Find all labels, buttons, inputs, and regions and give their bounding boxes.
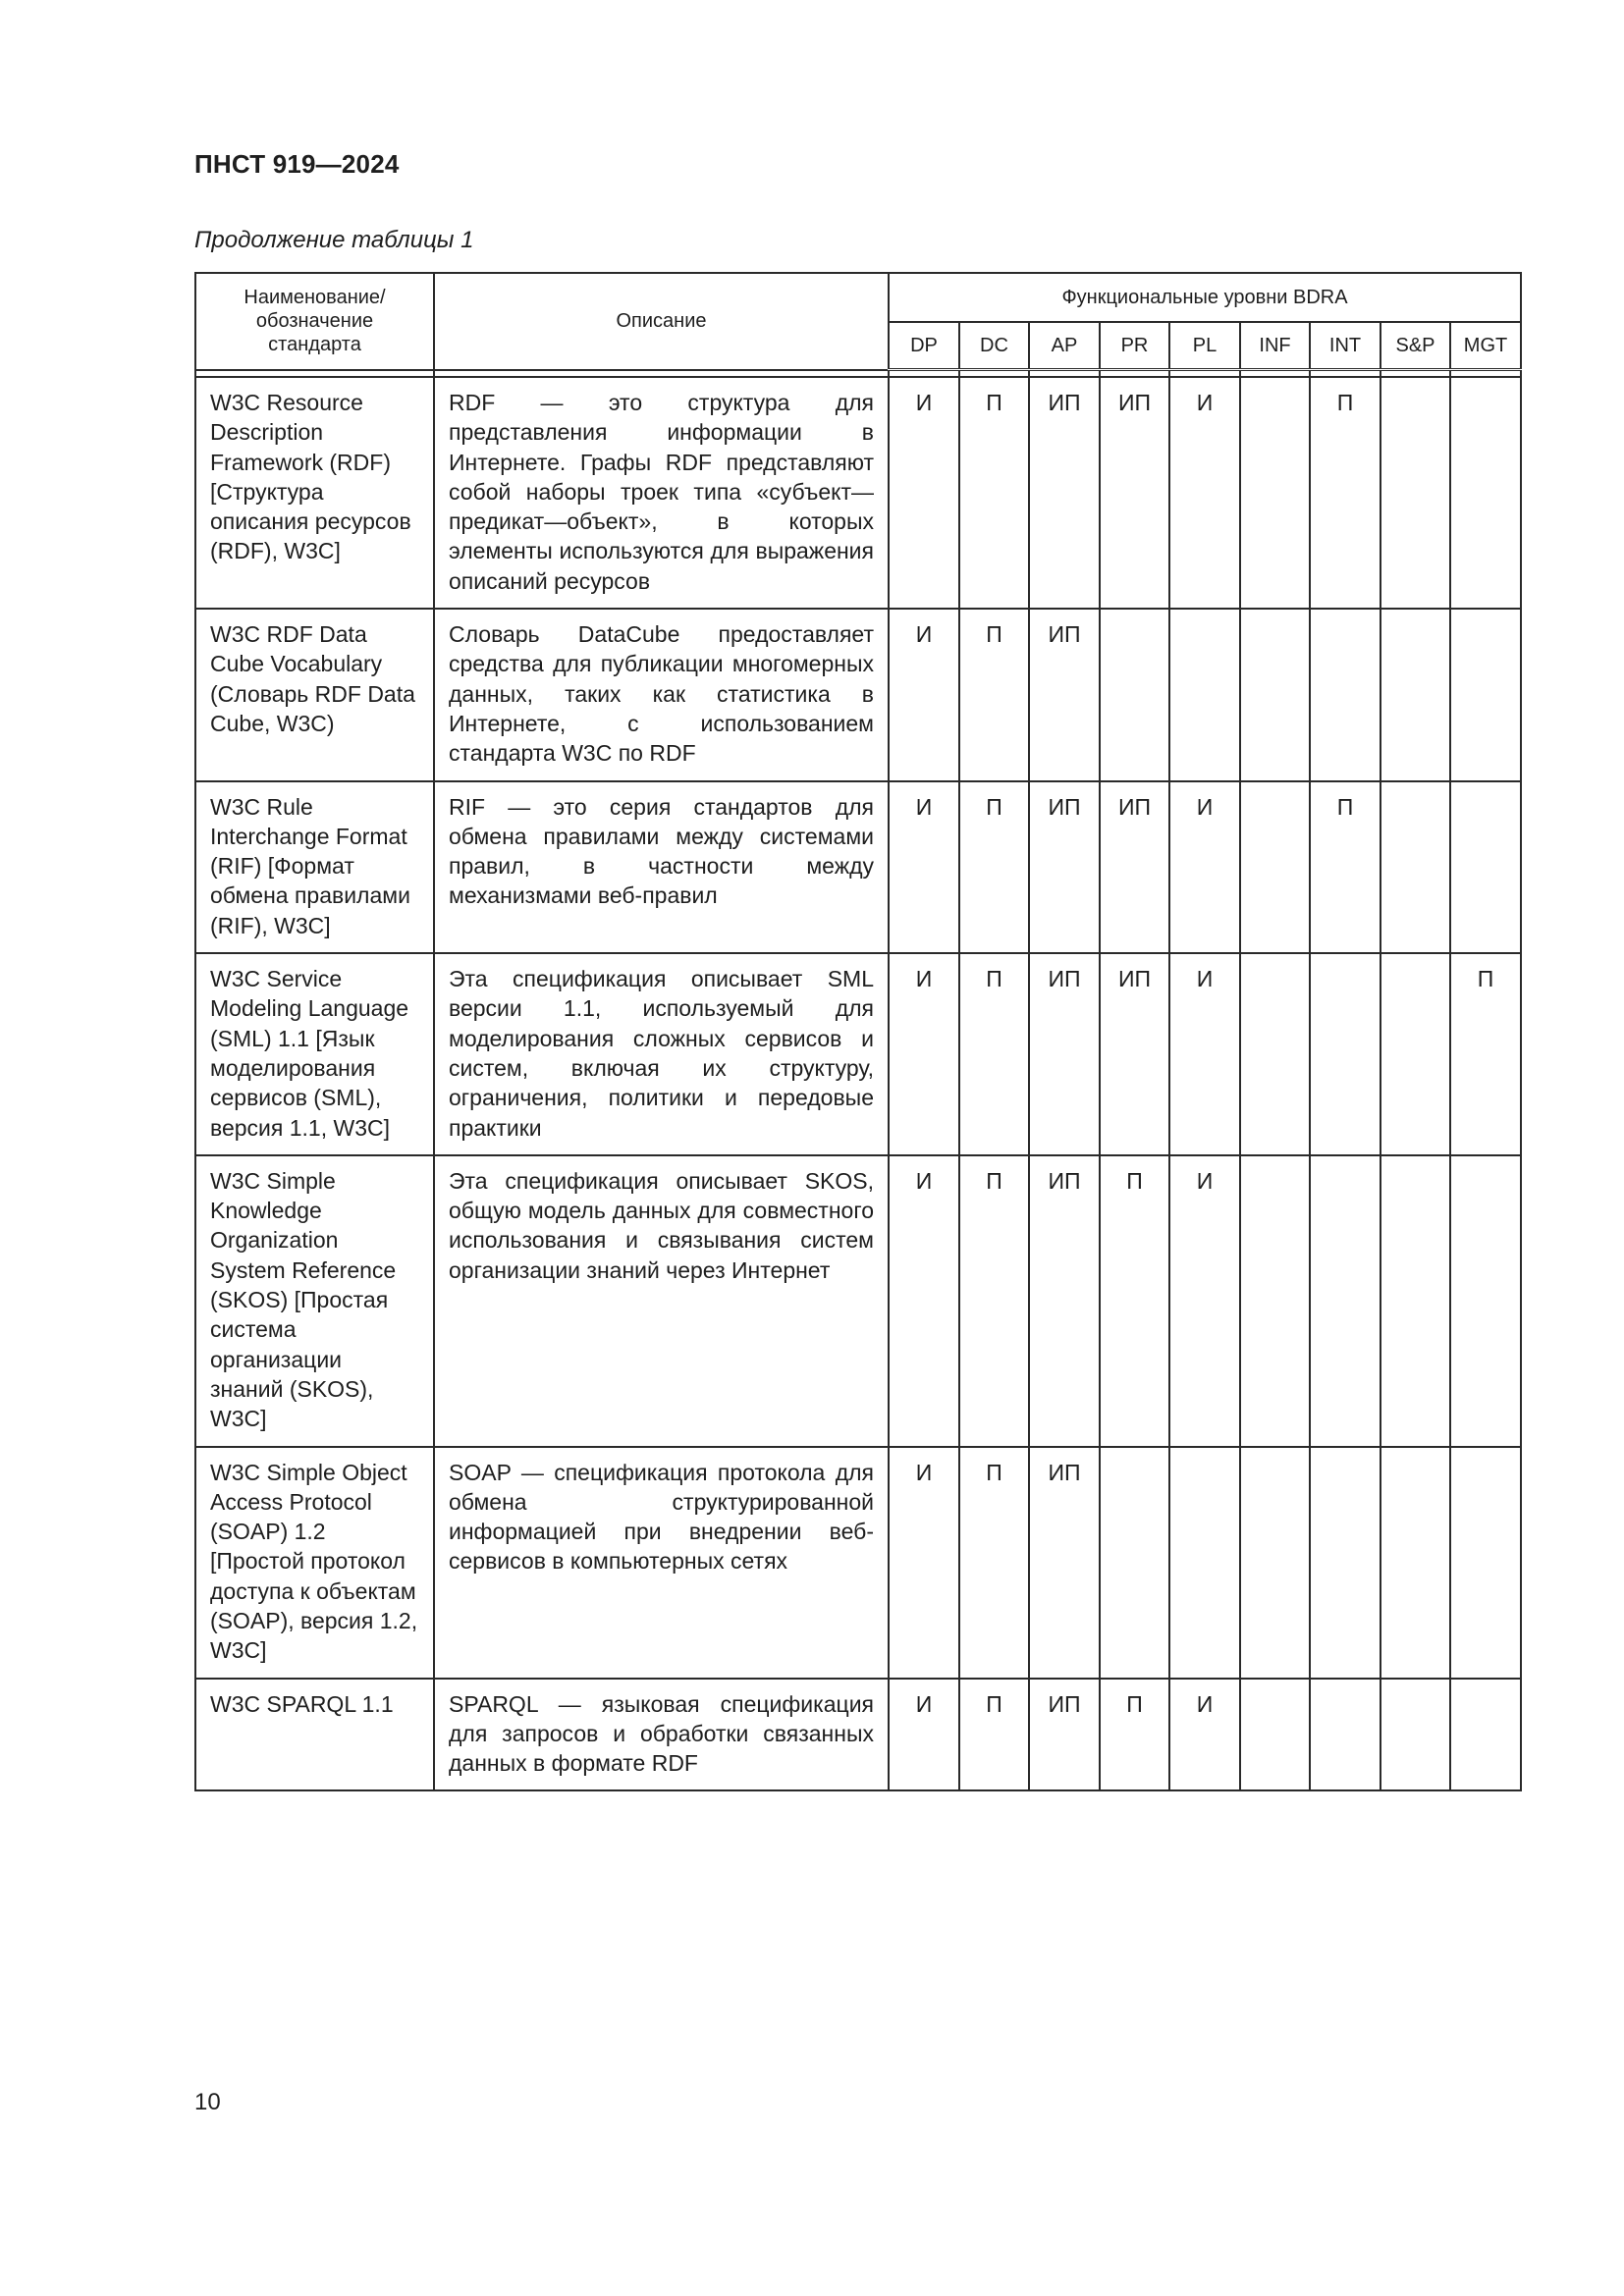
level-cell-pr: П bbox=[1100, 1155, 1169, 1447]
standard-description: RIF — это серия стандартов для обмена правилами между системами правил, в частности между механизмами веб-правил bbox=[434, 781, 889, 953]
level-cell-mgt bbox=[1450, 1155, 1521, 1447]
level-cell-dc: П bbox=[959, 609, 1029, 780]
standard-name: W3C SPARQL 1.1 bbox=[195, 1679, 434, 1791]
standard-name: W3C Simple Knowledge Organization System Reference (SKOS) [Простая система организации знаний (SKOS), W3C] bbox=[195, 1155, 434, 1447]
level-header-int: INT bbox=[1310, 322, 1380, 370]
level-header-pr: PR bbox=[1100, 322, 1169, 370]
level-cell-sp bbox=[1380, 953, 1450, 1155]
level-cell-dp: И bbox=[889, 953, 959, 1155]
level-cell-int bbox=[1310, 609, 1380, 780]
level-cell-dc: П bbox=[959, 781, 1029, 953]
level-cell-int bbox=[1310, 1447, 1380, 1679]
table-row bbox=[195, 609, 1521, 780]
page-number: 10 bbox=[194, 2089, 221, 2115]
level-cell-pl bbox=[1169, 1447, 1240, 1679]
standard-description: Эта спецификация описывает SKOS, общую модель данных для совместного использования и связывания систем организации знаний через Интернет bbox=[434, 1155, 889, 1447]
level-cell-int bbox=[1310, 1155, 1380, 1447]
table-row bbox=[195, 1679, 1521, 1791]
level-cell-dp: И bbox=[889, 781, 959, 953]
table-row bbox=[195, 1447, 1521, 1679]
table-body bbox=[195, 370, 1521, 1791]
level-cell-mgt: П bbox=[1450, 953, 1521, 1155]
level-cell-int bbox=[1310, 1679, 1380, 1791]
level-cell-pr bbox=[1100, 609, 1169, 780]
level-cell-dp: И bbox=[889, 1679, 959, 1791]
level-cell-sp bbox=[1380, 1679, 1450, 1791]
level-cell-inf bbox=[1240, 377, 1310, 609]
level-cell-mgt bbox=[1450, 377, 1521, 609]
table-row bbox=[195, 781, 1521, 953]
level-cell-mgt bbox=[1450, 1447, 1521, 1679]
level-cell-dp: И bbox=[889, 377, 959, 609]
standard-name: W3C Rule Interchange Format (RIF) [Формат обмена правилами (RIF), W3C] bbox=[195, 781, 434, 953]
level-header-pl: PL bbox=[1169, 322, 1240, 370]
standard-description: RDF — это структура для представления информации в Интернете. Графы RDF представляют собой наборы троек типа «субъект—предикат—объект», в которых элементы используются для выражения описаний ресурсов bbox=[434, 377, 889, 609]
col-header-description: Описание bbox=[434, 273, 889, 370]
level-cell-dp: И bbox=[889, 1155, 959, 1447]
level-cell-ap: ИП bbox=[1029, 1155, 1100, 1447]
level-header-ap: AP bbox=[1029, 322, 1100, 370]
standard-name: W3C Resource Description Framework (RDF) [Структура описания ресурсов (RDF), W3C] bbox=[195, 377, 434, 609]
level-cell-mgt bbox=[1450, 781, 1521, 953]
level-cell-pr bbox=[1100, 1447, 1169, 1679]
level-cell-dc: П bbox=[959, 1679, 1029, 1791]
level-cell-inf bbox=[1240, 953, 1310, 1155]
standards-table bbox=[194, 272, 1522, 1791]
standard-name: W3C RDF Data Cube Vocabulary (Словарь RDF Data Cube, W3C) bbox=[195, 609, 434, 780]
table-row bbox=[195, 953, 1521, 1155]
level-cell-sp bbox=[1380, 609, 1450, 780]
standard-description: SOAP — спецификация протокола для обмена структурированной информацией при внедрении веб-сервисов в компьютерных сетях bbox=[434, 1447, 889, 1679]
level-cell-pr: ИП bbox=[1100, 953, 1169, 1155]
level-cell-inf bbox=[1240, 609, 1310, 780]
level-cell-pr: ИП bbox=[1100, 781, 1169, 953]
standard-description: Словарь DataCube предоставляет средства для публикации многомерных данных, таких как статистика в Интернете, с использованием стандарта W3C по RDF bbox=[434, 609, 889, 780]
level-cell-dp: И bbox=[889, 1447, 959, 1679]
level-cell-dc: П bbox=[959, 953, 1029, 1155]
level-header-inf: INF bbox=[1240, 322, 1310, 370]
level-cell-pl bbox=[1169, 609, 1240, 780]
level-cell-pl: И bbox=[1169, 1155, 1240, 1447]
standard-name: W3C Service Modeling Language (SML) 1.1 [Язык моделирования сервисов (SML), версия 1.1, W3C] bbox=[195, 953, 434, 1155]
level-cell-int: П bbox=[1310, 781, 1380, 953]
level-cell-pl: И bbox=[1169, 781, 1240, 953]
level-header-mgt: MGT bbox=[1450, 322, 1521, 370]
level-cell-ap: ИП bbox=[1029, 1679, 1100, 1791]
header-separator bbox=[195, 370, 1521, 378]
level-cell-sp bbox=[1380, 1155, 1450, 1447]
standard-description: Эта спецификация описывает SML версии 1.1, используемый для моделирования сложных сервисов и систем, включая их структуру, ограничения, политики и передовые практики bbox=[434, 953, 889, 1155]
level-cell-dc: П bbox=[959, 1155, 1029, 1447]
standard-name: W3C Simple Object Access Protocol (SOAP) 1.2 [Простой протокол доступа к объектам (SOAP), версия 1.2, W3C] bbox=[195, 1447, 434, 1679]
table-row bbox=[195, 377, 1521, 609]
level-cell-sp bbox=[1380, 377, 1450, 609]
level-cell-ap: ИП bbox=[1029, 781, 1100, 953]
standard-description: SPARQL — языковая спецификация для запросов и обработки связанных данных в формате RDF bbox=[434, 1679, 889, 1791]
level-cell-pl: И bbox=[1169, 1679, 1240, 1791]
col-header-name: Наименование/ обозначение стандарта bbox=[195, 273, 434, 370]
level-cell-ap: ИП bbox=[1029, 953, 1100, 1155]
table-caption: Продолжение таблицы 1 bbox=[194, 227, 474, 253]
level-cell-ap: ИП bbox=[1029, 609, 1100, 780]
level-cell-sp bbox=[1380, 1447, 1450, 1679]
level-cell-int: П bbox=[1310, 377, 1380, 609]
level-header-sp: S&P bbox=[1380, 322, 1450, 370]
level-cell-sp bbox=[1380, 781, 1450, 953]
level-cell-dc: П bbox=[959, 377, 1029, 609]
document-code: ПНСТ 919—2024 bbox=[194, 149, 400, 179]
level-cell-pr: П bbox=[1100, 1679, 1169, 1791]
level-header-dc: DC bbox=[959, 322, 1029, 370]
level-cell-inf bbox=[1240, 781, 1310, 953]
level-cell-dc: П bbox=[959, 1447, 1029, 1679]
table-row bbox=[195, 1155, 1521, 1447]
level-cell-ap: ИП bbox=[1029, 377, 1100, 609]
level-cell-inf bbox=[1240, 1155, 1310, 1447]
level-cell-inf bbox=[1240, 1447, 1310, 1679]
level-cell-mgt bbox=[1450, 609, 1521, 780]
level-cell-mgt bbox=[1450, 1679, 1521, 1791]
level-cell-pr: ИП bbox=[1100, 377, 1169, 609]
level-cell-inf bbox=[1240, 1679, 1310, 1791]
level-cell-int bbox=[1310, 953, 1380, 1155]
level-cell-dp: И bbox=[889, 609, 959, 780]
table-header-row bbox=[195, 273, 1521, 322]
level-cell-pl: И bbox=[1169, 953, 1240, 1155]
col-header-levels: Функциональные уровни BDRA bbox=[889, 273, 1521, 322]
level-header-dp: DP bbox=[889, 322, 959, 370]
level-cell-pl: И bbox=[1169, 377, 1240, 609]
level-cell-ap: ИП bbox=[1029, 1447, 1100, 1679]
